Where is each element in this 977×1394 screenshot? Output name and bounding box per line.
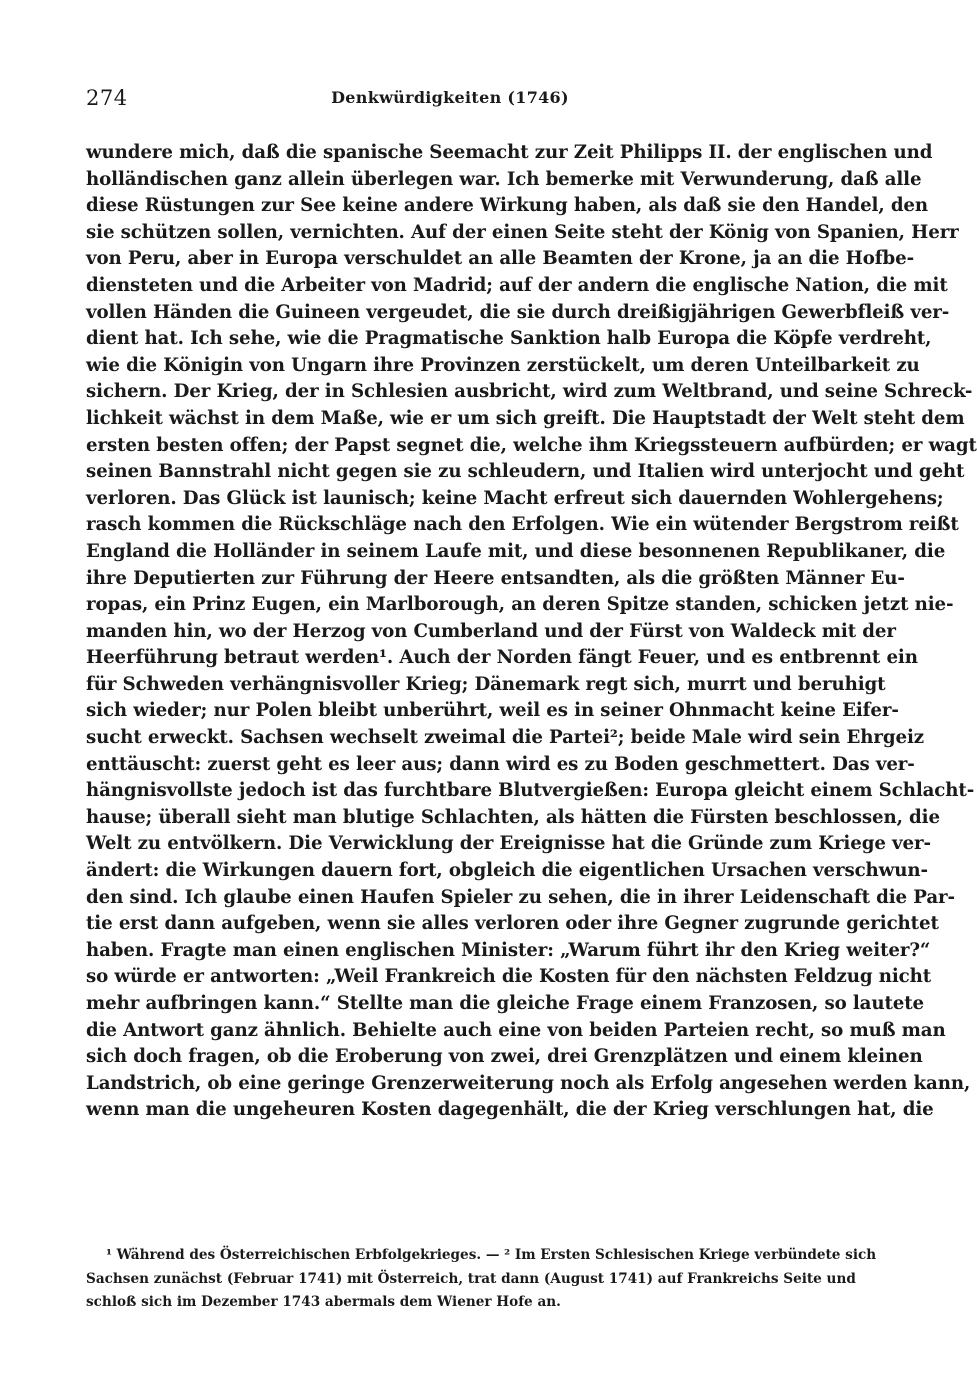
text-line: ersten besten offen; der Papst segnet die, welche ihm Kriegssteuern aufbürden; er wagt <box>86 434 977 456</box>
text-line: manden hin, wo der Herzog von Cumberland und der Fürst von Waldeck mit der <box>86 620 896 642</box>
text-line: für Schweden verhängnisvoller Krieg; Dänemark regt sich, murrt und beruhigt <box>86 673 886 695</box>
text-line: England die Holländer in seinem Laufe mit, und diese besonnenen Republikaner, die <box>86 540 946 562</box>
text-line: sucht erweckt. Sachsen wechselt zweimal die Partei²; beide Male wird sein Ehrgeiz <box>86 727 925 749</box>
text-line: hause; überall sieht man blutige Schlachten, als hätten die Fürsten beschlossen, die <box>86 806 940 828</box>
text-line: sichern. Der Krieg, der in Schlesien ausbricht, wird zum Weltbrand, und seine Schreck- <box>86 381 973 403</box>
text-line: dient hat. Ich sehe, wie die Pragmatische Sanktion halb Europa die Köpfe verdreht, <box>86 328 932 350</box>
page-header <box>86 84 814 114</box>
footnote-line: schloß sich im Dezember 1743 abermals dem Wiener Hofe an. <box>86 1294 561 1310</box>
text-line: Landstrich, ob eine geringe Grenzerweiterung noch als Erfolg angesehen werden kann, <box>86 1072 971 1094</box>
text-line: wundere mich, daß die spanische Seemacht zur Zeit Philipps II. der englischen und <box>86 142 933 163</box>
text-line: lichkeit wächst in dem Maße, wie er um sich greift. Die Hauptstadt der Welt steht dem <box>86 407 965 429</box>
text-line: ihre Deputierten zur Führung der Heere entsandten, als die größten Männer Eu- <box>86 567 905 589</box>
text-line: diese Rüstungen zur See keine andere Wirkung haben, als daß sie den Handel, den <box>86 195 929 217</box>
text-line: sie schützen sollen, vernichten. Auf der einen Seite steht der König von Spanien, Herr <box>86 221 959 243</box>
text-line: die Antwort ganz ähnlich. Behielte auch eine von beiden Parteien recht, so muß man <box>86 1019 946 1041</box>
text-line: seinen Bannstrahl nicht gegen sie zu schleudern, und Italien wird unterjocht und geht <box>86 461 965 483</box>
text-line: wenn man die ungeheuren Kosten dagegenhält, die der Krieg verschlungen hat, die <box>86 1099 934 1121</box>
text-line: verloren. Das Glück ist launisch; keine Macht erfreut sich dauernden Wohlergehens; <box>86 487 944 509</box>
text-line: ropas, ein Prinz Eugen, ein Marlborough, an deren Spitze standen, schicken jetzt nie- <box>86 594 954 616</box>
text-line: diensteten und die Arbeiter von Madrid; auf der andern die englische Nation, die mit <box>86 274 948 296</box>
text-line: hängnisvollste jedoch ist das furchtbare Blutvergießen: Europa gleicht einem Schlacht- <box>86 780 975 802</box>
text-line: rasch kommen die Rückschläge nach den Erfolgen. Wie ein wütender Bergstrom reißt <box>86 514 959 536</box>
text-line: Welt zu entvölkern. Die Verwicklung der Ereignisse hat die Gründe zum Kriege ver- <box>86 833 931 855</box>
text-line: sich doch fragen, ob die Eroberung von zwei, drei Grenzplätzen und einem kleinen <box>86 1046 923 1068</box>
body-text <box>86 140 977 1124</box>
running-title: Denkwürdigkeiten (1746) <box>331 88 569 107</box>
text-line: den sind. Ich glaube einen Haufen Spieler zu sehen, die in ihrer Leidenschaft die Par- <box>86 886 955 908</box>
text-line: so würde er antworten: „Weil Frankreich die Kosten für den nächsten Feldzug nicht <box>86 966 932 988</box>
text-line: haben. Fragte man einen englischen Minister: „Warum führt ihr den Krieg weiter?“ <box>86 939 931 961</box>
page-number: 274 <box>86 86 128 110</box>
text-line: sich wieder; nur Polen bleibt unberührt, weil es in seiner Ohnmacht keine Eifer- <box>86 700 899 722</box>
text-line: ändert: die Wirkungen dauern fort, obgleich die eigentlichen Ursachen verschwun- <box>86 860 928 882</box>
text-line: enttäuscht: zuerst geht es leer aus; dann wird es zu Boden geschmettert. Das ver- <box>86 753 915 775</box>
text-line: von Peru, aber in Europa verschuldet an alle Beamten der Krone, ja an die Hofbe- <box>86 248 915 270</box>
text-line: mehr aufbringen kann.“ Stellte man die gleiche Frage einem Franzosen, so lautete <box>86 993 925 1014</box>
text-line: wie die Königin von Ungarn ihre Provinzen zerstückelt, um deren Unteilbarkeit zu <box>86 354 920 376</box>
text-line: holländischen ganz allein überlegen war. Ich bemerke mit Verwunderung, daß alle <box>86 168 922 190</box>
text-line: tie erst dann aufgeben, wenn sie alles verloren oder ihre Gegner zugrunde gerichtet <box>86 913 939 935</box>
text-line: Heerführung betraut werden¹. Auch der Norden fängt Feuer, und es entbrennt ein <box>86 647 918 669</box>
footnote-line: ¹ Während des Österreichischen Erbfolgekrieges. — ² Im Ersten Schlesischen Kriege verbündete sich <box>106 1247 877 1263</box>
text-line: vollen Händen die Guineen vergeudet, die sie durch dreißigjährigen Gewerbfleiß ver- <box>86 301 950 323</box>
footnotes <box>86 1244 877 1315</box>
footnote-line: Sachsen zunächst (Februar 1741) mit Österreich, trat dann (August 1741) auf Frankreichs Seite und <box>86 1270 856 1287</box>
